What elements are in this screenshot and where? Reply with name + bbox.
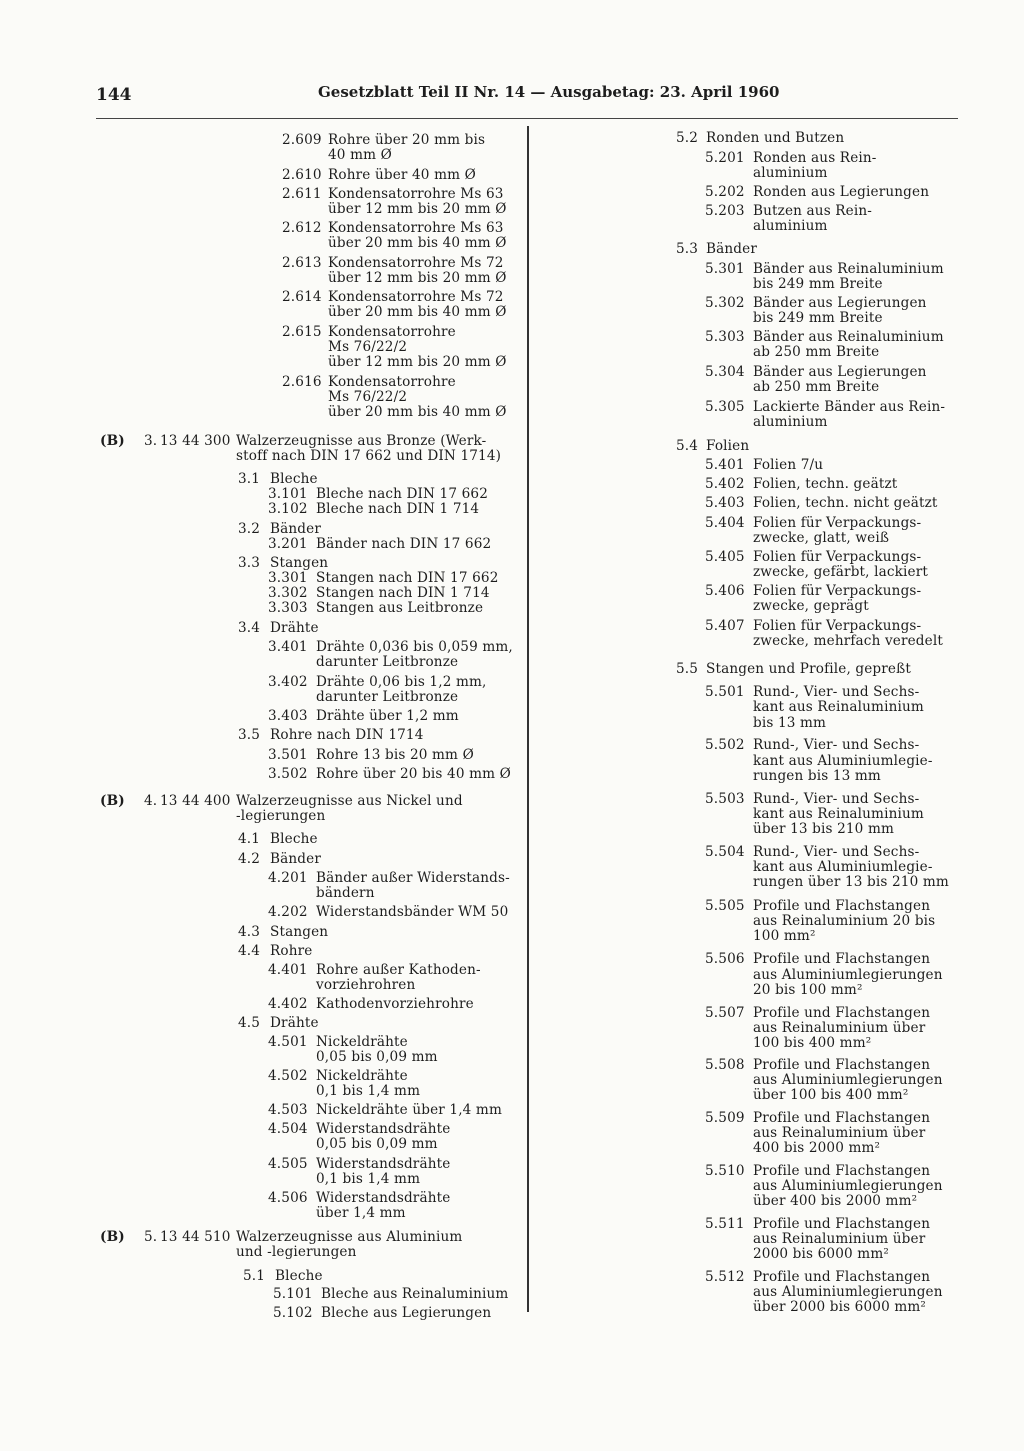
- item-text: Stangen nach DIN 17 662: [316, 570, 499, 586]
- item-code: 2.616: [282, 374, 322, 390]
- item-code: 2.614: [282, 289, 322, 305]
- item-text: Profile und Flachstangen: [753, 1269, 931, 1285]
- item-text: Bänder aus Legierungen: [753, 364, 927, 380]
- item-text: Lackierte Bänder aus Rein-: [753, 399, 946, 415]
- item-text: aus Aluminiumlegierungen: [753, 1072, 943, 1088]
- item-text: Ronden aus Legierungen: [753, 184, 930, 200]
- item-text: Nickeldrähte: [316, 1034, 408, 1050]
- item-code: 3.303: [268, 600, 308, 616]
- item-code: 2.609: [282, 132, 322, 148]
- item-code: 4.4: [238, 943, 261, 959]
- item-code: 4.3: [238, 924, 261, 940]
- item-text: über 20 mm bis 40 mm Ø: [328, 404, 507, 420]
- item-text: Widerstandsdrähte: [316, 1156, 451, 1172]
- item-code: 5.504: [705, 844, 745, 860]
- page-number: 144: [96, 85, 132, 105]
- item-text: Drähte über 1,2 mm: [316, 708, 459, 724]
- item-text: bis 13 mm: [753, 715, 827, 731]
- page-title: Gesetzblatt Teil II Nr. 14 — Ausgabetag: 23. April 1960: [318, 83, 780, 101]
- item-code: 3.4: [238, 620, 261, 636]
- item-text: 2000 bis 6000 mm²: [753, 1246, 889, 1262]
- item-code: 2.611: [282, 186, 322, 202]
- item-text: darunter Leitbronze: [316, 689, 459, 705]
- entry-text: Walzerzeugnisse aus Aluminium: [236, 1229, 463, 1245]
- item-code: 5.505: [705, 898, 745, 914]
- item-text: Folien für Verpackungs-: [753, 618, 922, 634]
- item-code: 5.401: [705, 457, 745, 473]
- item-text: über 400 bis 2000 mm²: [753, 1193, 918, 1209]
- item-code: 4.5: [238, 1015, 261, 1031]
- item-text: Bleche nach DIN 1 714: [316, 501, 480, 517]
- item-code: 4.506: [268, 1190, 308, 1206]
- item-text: Rund-, Vier- und Sechs-: [753, 684, 920, 700]
- item-code: 5.5: [676, 661, 699, 677]
- item-code: 3.302: [268, 585, 308, 601]
- item-text: Kondensatorrohre Ms 72: [328, 289, 504, 305]
- item-text: kant aus Reinaluminium: [753, 806, 924, 822]
- item-text: Profile und Flachstangen: [753, 1216, 931, 1232]
- item-text: kant aus Reinaluminium: [753, 699, 924, 715]
- column-separator: [527, 126, 529, 1312]
- item-code: 5.507: [705, 1005, 745, 1021]
- item-text: Folien, techn. nicht geätzt: [753, 495, 938, 511]
- item-text: Bänder: [270, 521, 321, 537]
- item-text: Folien für Verpackungs-: [753, 515, 922, 531]
- item-text: Rund-, Vier- und Sechs-: [753, 844, 920, 860]
- item-text: Rohre 13 bis 20 mm Ø: [316, 747, 474, 763]
- item-text: Drähte: [270, 1015, 319, 1031]
- item-code: 5.510: [705, 1163, 745, 1179]
- item-code: 3.401: [268, 639, 308, 655]
- item-text: Profile und Flachstangen: [753, 951, 931, 967]
- item-code: 5.509: [705, 1110, 745, 1126]
- item-text: über 1,4 mm: [316, 1205, 406, 1221]
- item-text: Folien: [706, 438, 750, 454]
- item-text: bis 249 mm Breite: [753, 310, 883, 326]
- item-text: bis 249 mm Breite: [753, 276, 883, 292]
- item-text: Ms 76/22/2: [328, 389, 408, 405]
- item-text: über 12 mm bis 20 mm Ø: [328, 354, 507, 370]
- item-text: Profile und Flachstangen: [753, 1163, 931, 1179]
- item-code: 3.5: [238, 727, 261, 743]
- item-text: 0,1 bis 1,4 mm: [316, 1083, 421, 1099]
- item-code: 3.2: [238, 521, 261, 537]
- item-text: aus Reinaluminium 20 bis: [753, 913, 936, 929]
- item-text: -legierungen: [236, 808, 326, 824]
- item-text: rungen bis 13 mm: [753, 768, 881, 784]
- item-text: Rohre über 20 mm bis: [328, 132, 486, 148]
- item-code: 5.305: [705, 399, 745, 415]
- item-text: Drähte: [270, 620, 319, 636]
- item-code: 5.304: [705, 364, 745, 380]
- item-text: Stangen und Profile, gepreßt: [706, 661, 911, 677]
- item-text: 40 mm Ø: [328, 147, 392, 163]
- item-text: Rund-, Vier- und Sechs-: [753, 737, 920, 753]
- item-text: Butzen aus Rein-: [753, 203, 873, 219]
- item-code: 4.2: [238, 851, 261, 867]
- item-text: Stangen: [270, 924, 329, 940]
- item-text: Drähte 0,036 bis 0,059 mm,: [316, 639, 513, 655]
- item-text: Profile und Flachstangen: [753, 1110, 931, 1126]
- item-code: 5.502: [705, 737, 745, 753]
- item-code: 3.502: [268, 766, 308, 782]
- item-text: Bleche: [270, 831, 318, 847]
- item-code: 5.512: [705, 1269, 745, 1285]
- item-text: Widerstandsdrähte: [316, 1121, 451, 1137]
- item-code: 3.101: [268, 486, 308, 502]
- item-code: 5.405: [705, 549, 745, 565]
- item-text: Bänder: [270, 851, 321, 867]
- item-code: 5.102: [273, 1305, 313, 1321]
- item-text: über 20 mm bis 40 mm Ø: [328, 235, 507, 251]
- item-text: Ms 76/22/2: [328, 339, 408, 355]
- item-text: Bänder außer Widerstands-: [316, 870, 510, 886]
- item-code: 3.501: [268, 747, 308, 763]
- item-text: rungen über 13 bis 210 mm: [753, 874, 949, 890]
- item-code: 5.403: [705, 495, 745, 511]
- item-code: 4.1: [238, 831, 261, 847]
- item-text: 20 bis 100 mm²: [753, 982, 863, 998]
- item-text: Rund-, Vier- und Sechs-: [753, 791, 920, 807]
- item-text: Bleche aus Reinaluminium: [321, 1286, 509, 1302]
- item-code: 2.612: [282, 220, 322, 236]
- item-code: 5.2: [676, 130, 699, 146]
- item-text: Nickeldrähte über 1,4 mm: [316, 1102, 503, 1118]
- group-number: 5.: [144, 1229, 158, 1245]
- item-text: 0,05 bis 0,09 mm: [316, 1049, 438, 1065]
- item-code: 5.506: [705, 951, 745, 967]
- item-text: aus Reinaluminium über: [753, 1125, 926, 1141]
- item-code: 3.102: [268, 501, 308, 517]
- item-text: aluminium: [753, 165, 828, 181]
- item-text: Widerstandsdrähte: [316, 1190, 451, 1206]
- item-text: vorziehrohren: [316, 977, 416, 993]
- group-code: 13 44 510: [160, 1229, 231, 1245]
- item-text: aus Reinaluminium über: [753, 1020, 926, 1036]
- item-text: Profile und Flachstangen: [753, 898, 931, 914]
- group-code: 13 44 300: [160, 433, 231, 449]
- item-code: 5.508: [705, 1057, 745, 1073]
- item-code: 2.613: [282, 255, 322, 271]
- item-text: kant aus Aluminiumlegie-: [753, 859, 933, 875]
- item-code: 3.3: [238, 555, 261, 571]
- item-text: Drähte 0,06 bis 1,2 mm,: [316, 674, 487, 690]
- item-code: 5.402: [705, 476, 745, 492]
- item-text: Rohre über 20 bis 40 mm Ø: [316, 766, 511, 782]
- item-code: 5.301: [705, 261, 745, 277]
- item-text: Bleche: [270, 471, 318, 487]
- group-number: 3.: [144, 433, 158, 449]
- item-text: Bleche nach DIN 17 662: [316, 486, 489, 502]
- item-text: zwecke, glatt, weiß: [753, 530, 890, 546]
- item-text: Kondensatorrohre Ms 63: [328, 186, 504, 202]
- item-code: 3.1: [238, 471, 261, 487]
- item-text: Bleche aus Legierungen: [321, 1305, 492, 1321]
- item-text: Widerstandsbänder WM 50: [316, 904, 509, 920]
- item-text: Bänder aus Reinaluminium: [753, 261, 944, 277]
- item-code: 5.202: [705, 184, 745, 200]
- item-text: zwecke, gefärbt, lackiert: [753, 564, 928, 580]
- group-marker: (B): [100, 1229, 125, 1245]
- item-text: aluminium: [753, 414, 828, 430]
- item-text: über 12 mm bis 20 mm Ø: [328, 270, 507, 286]
- item-text: ab 250 mm Breite: [753, 379, 880, 395]
- item-code: 5.302: [705, 295, 745, 311]
- item-text: Stangen: [270, 555, 329, 571]
- item-code: 5.407: [705, 618, 745, 634]
- item-code: 4.202: [268, 904, 308, 920]
- entry-text: Walzerzeugnisse aus Nickel und: [236, 793, 463, 809]
- item-code: 5.101: [273, 1286, 313, 1302]
- item-text: stoff nach DIN 17 662 und DIN 1714): [236, 448, 502, 464]
- item-text: Rohre: [270, 943, 313, 959]
- entry-text: Walzerzeugnisse aus Bronze (Werk-: [236, 433, 487, 449]
- item-text: über 2000 bis 6000 mm²: [753, 1299, 927, 1315]
- item-text: Kondensatorrohre: [328, 324, 456, 340]
- item-code: 5.406: [705, 583, 745, 599]
- item-text: Kathodenvorziehrohre: [316, 996, 474, 1012]
- page-header: [96, 81, 958, 103]
- item-text: Bänder aus Reinaluminium: [753, 329, 944, 345]
- item-text: aus Aluminiumlegierungen: [753, 1178, 943, 1194]
- item-code: 4.201: [268, 870, 308, 886]
- item-text: zwecke, mehrfach veredelt: [753, 633, 943, 649]
- item-text: aluminium: [753, 218, 828, 234]
- item-code: 2.610: [282, 167, 322, 183]
- item-text: 0,05 bis 0,09 mm: [316, 1136, 438, 1152]
- item-text: und -legierungen: [236, 1244, 357, 1260]
- item-text: Profile und Flachstangen: [753, 1057, 931, 1073]
- item-text: aus Reinaluminium über: [753, 1231, 926, 1247]
- header-rule: [96, 118, 958, 119]
- item-text: Rohre über 40 mm Ø: [328, 167, 476, 183]
- item-text: über 100 bis 400 mm²: [753, 1087, 909, 1103]
- item-text: über 20 mm bis 40 mm Ø: [328, 304, 507, 320]
- item-text: Rohre nach DIN 1714: [270, 727, 424, 743]
- item-code: 2.615: [282, 324, 322, 340]
- item-text: bändern: [316, 885, 375, 901]
- item-text: Folien 7/u: [753, 457, 824, 473]
- group-marker: (B): [100, 793, 125, 809]
- item-code: 4.504: [268, 1121, 308, 1137]
- item-text: Folien für Verpackungs-: [753, 549, 922, 565]
- item-text: Bänder aus Legierungen: [753, 295, 927, 311]
- item-code: 3.403: [268, 708, 308, 724]
- group-code: 13 44 400: [160, 793, 231, 809]
- group-marker: (B): [100, 433, 125, 449]
- item-code: 5.1: [243, 1268, 266, 1284]
- item-text: Kondensatorrohre Ms 72: [328, 255, 504, 271]
- item-code: 5.501: [705, 684, 745, 700]
- item-code: 5.201: [705, 150, 745, 166]
- item-text: über 12 mm bis 20 mm Ø: [328, 201, 507, 217]
- item-text: 100 mm²: [753, 928, 816, 944]
- item-code: 3.201: [268, 536, 308, 552]
- item-text: kant aus Aluminiumlegie-: [753, 753, 933, 769]
- item-code: 4.501: [268, 1034, 308, 1050]
- item-text: 400 bis 2000 mm²: [753, 1140, 881, 1156]
- item-code: 4.402: [268, 996, 308, 1012]
- item-code: 5.203: [705, 203, 745, 219]
- item-text: Folien, techn. geätzt: [753, 476, 898, 492]
- item-text: Bleche: [275, 1268, 323, 1284]
- item-text: Rohre außer Kathoden-: [316, 962, 481, 978]
- item-text: 100 bis 400 mm²: [753, 1035, 872, 1051]
- item-text: über 13 bis 210 mm: [753, 821, 895, 837]
- item-code: 4.401: [268, 962, 308, 978]
- item-text: ab 250 mm Breite: [753, 344, 880, 360]
- item-text: Profile und Flachstangen: [753, 1005, 931, 1021]
- item-text: Nickeldrähte: [316, 1068, 408, 1084]
- item-code: 3.402: [268, 674, 308, 690]
- item-code: 5.503: [705, 791, 745, 807]
- item-text: Folien für Verpackungs-: [753, 583, 922, 599]
- item-code: 5.3: [676, 241, 699, 257]
- item-text: Kondensatorrohre Ms 63: [328, 220, 504, 236]
- item-code: 5.511: [705, 1216, 745, 1232]
- item-text: zwecke, geprägt: [753, 598, 869, 614]
- item-text: Ronden aus Rein-: [753, 150, 877, 166]
- item-code: 3.301: [268, 570, 308, 586]
- item-text: Stangen aus Leitbronze: [316, 600, 484, 616]
- item-code: 4.502: [268, 1068, 308, 1084]
- item-code: 5.303: [705, 329, 745, 345]
- item-text: aus Aluminiumlegierungen: [753, 1284, 943, 1300]
- item-text: 0,1 bis 1,4 mm: [316, 1171, 421, 1187]
- item-code: 5.404: [705, 515, 745, 531]
- item-text: Bänder: [706, 241, 757, 257]
- item-text: Ronden und Butzen: [706, 130, 845, 146]
- item-text: Bänder nach DIN 17 662: [316, 536, 492, 552]
- item-code: 5.4: [676, 438, 699, 454]
- item-text: Kondensatorrohre: [328, 374, 456, 390]
- item-text: darunter Leitbronze: [316, 654, 459, 670]
- item-text: Stangen nach DIN 1 714: [316, 585, 490, 601]
- item-text: aus Aluminiumlegierungen: [753, 967, 943, 983]
- group-number: 4.: [144, 793, 158, 809]
- item-code: 4.505: [268, 1156, 308, 1172]
- item-code: 4.503: [268, 1102, 308, 1118]
